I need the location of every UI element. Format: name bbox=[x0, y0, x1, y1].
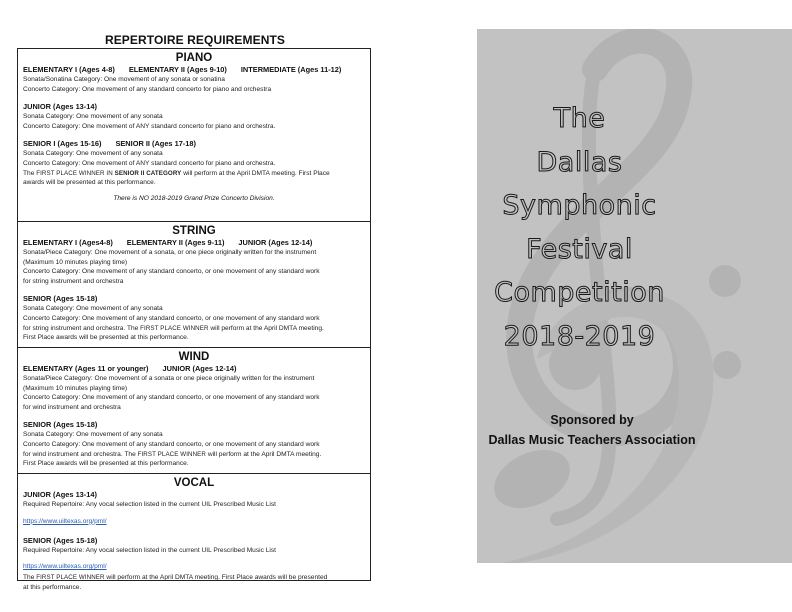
level-label: ELEMENTARY II (Ages 9-11) bbox=[126, 238, 225, 247]
level-label: ELEMENTARY I (Ages4-8) bbox=[23, 238, 113, 247]
requirement-line: Concerto Category: One movement of ANY standard concerto for piano and orchestra. bbox=[23, 122, 276, 130]
wind-levels-elementary bbox=[23, 364, 365, 374]
requirement-line: (Maximum 10 minutes playing time) bbox=[23, 258, 128, 266]
cover-title-line: Festival bbox=[526, 233, 633, 265]
level-label: ELEMENTARY II (Ages 9-10) bbox=[128, 65, 227, 74]
repertoire-title: REPERTOIRE REQUIREMENTS bbox=[104, 33, 286, 47]
level-label: JUNIOR (Ages 12-14) bbox=[162, 364, 237, 373]
level-label: SENIOR (Ages 15-18) bbox=[23, 535, 98, 545]
winner-note: for wind instrument and orchestra. The FIRST PLACE WINNER will perform at the April DMTA meeting. bbox=[23, 450, 322, 458]
piano-levels-elementary bbox=[23, 65, 365, 75]
requirement-line: Required Repertoire: Any vocal selection listed in the current UIL Prescribed Music List bbox=[23, 501, 276, 508]
sponsor-block bbox=[477, 410, 717, 450]
uil-pml-link[interactable]: https://www.uiltexas.org/pml/ bbox=[23, 517, 107, 525]
winner-note-cont: First Place awards will be presented at this performance. bbox=[23, 460, 189, 468]
cover-title-line: Competition bbox=[494, 277, 665, 308]
requirement-line: Concerto Category: One movement of any standard concerto, or one movement of any standard work bbox=[23, 440, 320, 448]
requirement-line: Sonata Category: One movement of any sonata bbox=[23, 150, 163, 158]
winner-note: The FIRST PLACE WINNER will perform at the April DMTA meeting. First Place awards will be presented bbox=[23, 574, 328, 582]
requirement-line: for string instrument and orchestra bbox=[23, 277, 124, 285]
sponsor-label: Sponsored by bbox=[550, 413, 634, 427]
cover-panel bbox=[477, 29, 792, 563]
cover-title-line: 2018-2019 bbox=[503, 320, 656, 352]
requirement-line: Concerto Category: One movement of ANY standard concerto for piano and orchestra. bbox=[23, 159, 276, 167]
level-label: JUNIOR (Ages 12-14) bbox=[238, 238, 313, 247]
vocal-levels-senior bbox=[23, 536, 365, 546]
string-title: STRING bbox=[172, 225, 216, 237]
cover-title-line: The bbox=[553, 103, 606, 134]
requirement-line: Sonata Category: One movement of any sonata bbox=[23, 113, 163, 121]
requirement-line: (Maximum 10 minutes playing time) bbox=[23, 384, 128, 392]
level-label: SENIOR (Ages 15-18) bbox=[23, 294, 98, 304]
sponsor-name: Dallas Music Teachers Association bbox=[488, 433, 696, 447]
piano-section bbox=[18, 49, 370, 221]
winner-note: The FIRST PLACE WINNER IN SENIOR II CATEGORY will perform at the April DMTA meeting. First Place bbox=[23, 169, 330, 177]
wind-title: WIND bbox=[178, 351, 210, 363]
piano-levels-junior bbox=[23, 102, 365, 112]
level-label: SENIOR II (Ages 17-18) bbox=[115, 139, 196, 149]
piano-levels-senior bbox=[23, 139, 365, 149]
requirement-line: Sonata/Piece Category: One movement of a sonata or one piece originally written for the instrument bbox=[23, 375, 315, 382]
level-label: SENIOR (Ages 15-18) bbox=[23, 420, 98, 430]
requirement-line: Sonata/Sonatina Category: One movement of any sonata or sonatina bbox=[23, 76, 225, 83]
winner-note-cont: at this performance. bbox=[23, 583, 82, 591]
requirement-line: Sonata Category: One movement of any sonata bbox=[23, 431, 163, 439]
winner-note: for string instrument and orchestra. The FIRST PLACE WINNER will perform at the April DMTA meeting. bbox=[23, 324, 324, 332]
winner-note-cont: awards will be presented at this performance. bbox=[23, 179, 156, 187]
string-section bbox=[18, 221, 370, 347]
requirement-line: for wind instrument and orchestra bbox=[23, 403, 121, 411]
level-label: JUNIOR (Ages 13-14) bbox=[23, 490, 97, 499]
vocal-title: VOCAL bbox=[173, 477, 215, 489]
vocal-section bbox=[18, 473, 370, 591]
requirement-line: Sonata Category: One movement of any sonata bbox=[23, 305, 163, 313]
cover-title-line: Symphonic bbox=[502, 190, 657, 221]
cover-title-line: Dallas bbox=[536, 146, 623, 178]
grand-prize-note: There is NO 2018-2019 Grand Prize Concerto Division. bbox=[113, 194, 275, 202]
repertoire-box bbox=[17, 48, 371, 591]
string-levels-elementary bbox=[23, 238, 365, 248]
requirement-line: Sonata/Piece Category: One movement of a sonata, or one piece originally written for the instrument bbox=[23, 249, 317, 256]
piano-title: PIANO bbox=[175, 52, 213, 64]
requirement-line: Concerto Category: One movement of any standard concerto for piano and orchestra bbox=[23, 85, 272, 93]
wind-levels-senior bbox=[23, 420, 365, 430]
uil-pml-link[interactable]: https://www.uiltexas.org/pml/ bbox=[23, 563, 107, 571]
requirement-line: Concerto Category: One movement of any standard concerto, or one movement of any standard work bbox=[23, 268, 320, 276]
wind-section bbox=[18, 347, 370, 473]
level-label: ELEMENTARY I (Ages 4-8) bbox=[23, 65, 115, 74]
vocal-levels-junior bbox=[23, 490, 365, 500]
level-label: SENIOR I (Ages 15-16) bbox=[23, 139, 102, 149]
requirement-line: Concerto Category: One movement of any standard concerto, or one movement of any standard work bbox=[23, 394, 320, 402]
requirement-line: Concerto Category: One movement of any standard concerto, or one movement of any standard work bbox=[23, 314, 320, 322]
level-label: JUNIOR (Ages 13-14) bbox=[23, 102, 97, 112]
level-label: ELEMENTARY (Ages 11 or younger) bbox=[23, 364, 149, 373]
cover-title bbox=[477, 97, 682, 358]
level-label: INTERMEDIATE (Ages 11-12) bbox=[240, 65, 342, 74]
string-levels-senior bbox=[23, 294, 365, 304]
requirement-line: Required Repertoire: Any vocal selection listed in the current UIL Prescribed Music List bbox=[23, 546, 276, 554]
winner-note-cont: First Place awards will be presented at this performance. bbox=[23, 334, 189, 342]
